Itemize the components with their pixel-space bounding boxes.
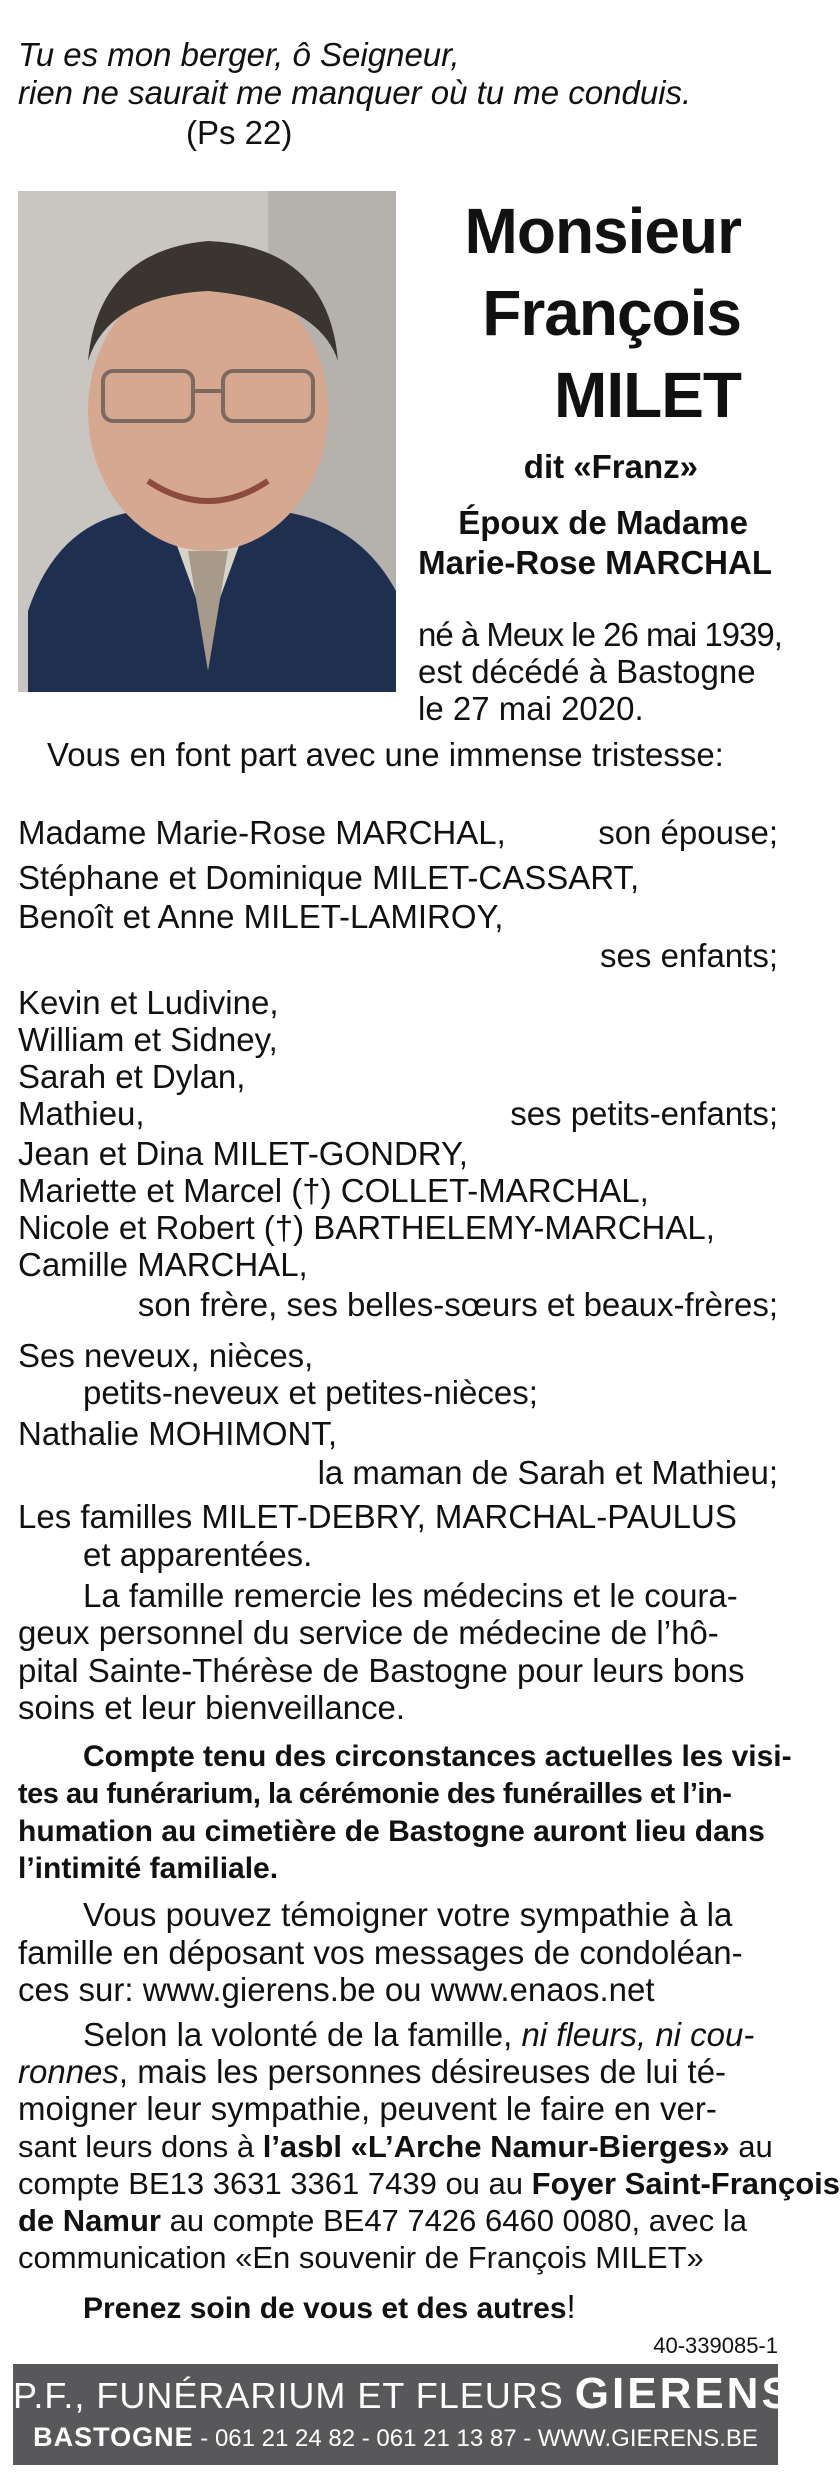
thanks-paragraph-line: geux personnel du service de médecine de l’hô-: [18, 1614, 719, 1651]
family-role: ses petits-enfants;: [510, 1095, 778, 1132]
donation-paragraph-line: moigner leur sympathie, peuvent le faire en ver-: [18, 2090, 717, 2127]
sympathy-paragraph-line: famille en déposant vos messages de condoléan-: [18, 1934, 743, 1971]
reference-number: 40-339085-1: [653, 2333, 778, 2358]
birth-line: né à Meux le 26 mai 1939,: [418, 616, 782, 653]
thanks-paragraph-line: soins et leur bienveillance.: [18, 1689, 406, 1726]
family-row: Mariette et Marcel (†) COLLET-MARCHAL,: [18, 1172, 649, 1209]
name-first: François: [482, 277, 741, 349]
donation-paragraph-line: communication «En souvenir de François MILET»: [18, 2240, 704, 2275]
family-row: Les familles MILET-DEBRY, MARCHAL-PAULUS: [18, 1498, 737, 1535]
family-row: Nicole et Robert (†) BARTHELEMY-MARCHAL,: [18, 1209, 715, 1246]
footer-contact: - 061 21 24 82 - 061 21 13 87 - WWW.GIERENS.BE: [193, 2425, 758, 2452]
portrait-photo: [18, 191, 396, 692]
death-date-line: le 27 mai 2020.: [418, 690, 644, 727]
family-row: Camille MARCHAL,: [18, 1246, 308, 1283]
portrait-illustration: [18, 191, 396, 692]
nickname: dit «Franz»: [523, 448, 698, 485]
spouse-line-2: Marie-Rose MARCHAL: [418, 544, 772, 581]
family-row: William et Sidney,: [18, 1021, 278, 1058]
donation-bold: l’asbl «L’Arche Namur-Bierges»: [262, 2129, 730, 2164]
closing-bold: Prenez soin de vous et des autres: [83, 2292, 567, 2325]
donation-text: Selon la volonté de la famille,: [83, 2016, 522, 2053]
family-row: Sarah et Dylan,: [18, 1058, 246, 1095]
notice-paragraph-line: humation au cimetière de Bastogne auront lieu dans: [18, 1815, 765, 1848]
thanks-paragraph-line: pital Sainte-Thérèse de Bastogne pour leurs bons: [18, 1652, 745, 1689]
sympathy-paragraph-line: ces sur: www.gierens.be ou www.enaos.net: [18, 1971, 655, 2008]
family-row: et apparentées.: [83, 1536, 313, 1573]
notice-paragraph-line: tes au funérarium, la cérémonie des funérailles et l’in-: [18, 1778, 732, 1810]
family-role: ses enfants;: [600, 937, 778, 974]
family-row: Stéphane et Dominique MILET-CASSART,: [18, 859, 640, 896]
donation-paragraph-line: [18, 2201, 747, 2241]
name-last: MILET: [554, 359, 741, 431]
donation-italic: ronnes: [18, 2053, 119, 2090]
footer-brand: GIERENS: [574, 2369, 794, 2418]
family-row: petits-neveux et petites-nièces;: [83, 1374, 538, 1411]
closing-tail: !: [566, 2288, 576, 2325]
donation-text: sant leurs dons à: [18, 2129, 263, 2164]
donation-bold: de Namur: [18, 2203, 161, 2238]
donation-paragraph-line: [18, 2127, 773, 2167]
donation-italic: ni fleurs, ni cou-: [521, 2016, 755, 2053]
thanks-paragraph-line: La famille remercie les médecins et le coura-: [83, 1577, 738, 1614]
footer-city: BASTOGNE: [33, 2422, 194, 2452]
donation-paragraph-line: [83, 2015, 754, 2055]
notice-paragraph-line: Compte tenu des circonstances actuelles les visi-: [83, 1740, 792, 1773]
donation-bold: Foyer Saint-François: [531, 2166, 840, 2201]
verse-reference: (Ps 22): [186, 114, 293, 151]
family-row: Kevin et Ludivine,: [18, 984, 279, 1021]
family-row: Jean et Dina MILET-GONDRY,: [18, 1135, 468, 1172]
family-role: son frère, ses belles-sœurs et beaux-frères;: [137, 1286, 778, 1323]
spouse-line-1: Époux de Madame: [458, 504, 748, 541]
family-row: Madame Marie-Rose MARCHAL,: [18, 814, 506, 851]
death-line: est décédé à Bastogne: [418, 653, 756, 690]
donation-text: , mais les personnes désireuses de lui té-: [118, 2053, 727, 2090]
verse-line-1: Tu es mon berger, ô Seigneur,: [18, 36, 460, 73]
donation-text: au compte BE47 7426 6460 0080, avec la: [160, 2203, 747, 2238]
name-title: Monsieur: [464, 195, 741, 267]
closing-line: [83, 2287, 576, 2329]
footer-company: P.F., FUNÉRARIUM ET FLEURS: [13, 2375, 575, 2416]
donation-paragraph-line: [18, 2052, 726, 2092]
donation-text: compte BE13 3631 3361 7439 ou au: [18, 2166, 532, 2201]
donation-paragraph-line: [18, 2164, 840, 2204]
family-row: Benoît et Anne MILET-LAMIROY,: [18, 898, 504, 935]
notice-paragraph-line: l’intimité familiale.: [18, 1852, 279, 1885]
family-role: son épouse;: [598, 814, 778, 851]
family-role: la maman de Sarah et Mathieu;: [317, 1454, 778, 1491]
donation-text: au: [729, 2129, 773, 2164]
footer-banner: [13, 2364, 794, 2465]
footer-line-2: [13, 2420, 778, 2456]
announce-line: Vous en font part avec une immense tristesse:: [47, 736, 724, 773]
verse-line-2: rien ne saurait me manquer où tu me conduis.: [18, 74, 692, 111]
sympathy-paragraph-line: Vous pouvez témoigner votre sympathie à la: [83, 1896, 733, 1933]
family-row: Nathalie MOHIMONT,: [18, 1415, 338, 1452]
footer-line-1: [13, 2369, 794, 2418]
family-row: Ses neveux, nièces,: [18, 1337, 314, 1374]
family-row: Mathieu,: [18, 1095, 145, 1132]
